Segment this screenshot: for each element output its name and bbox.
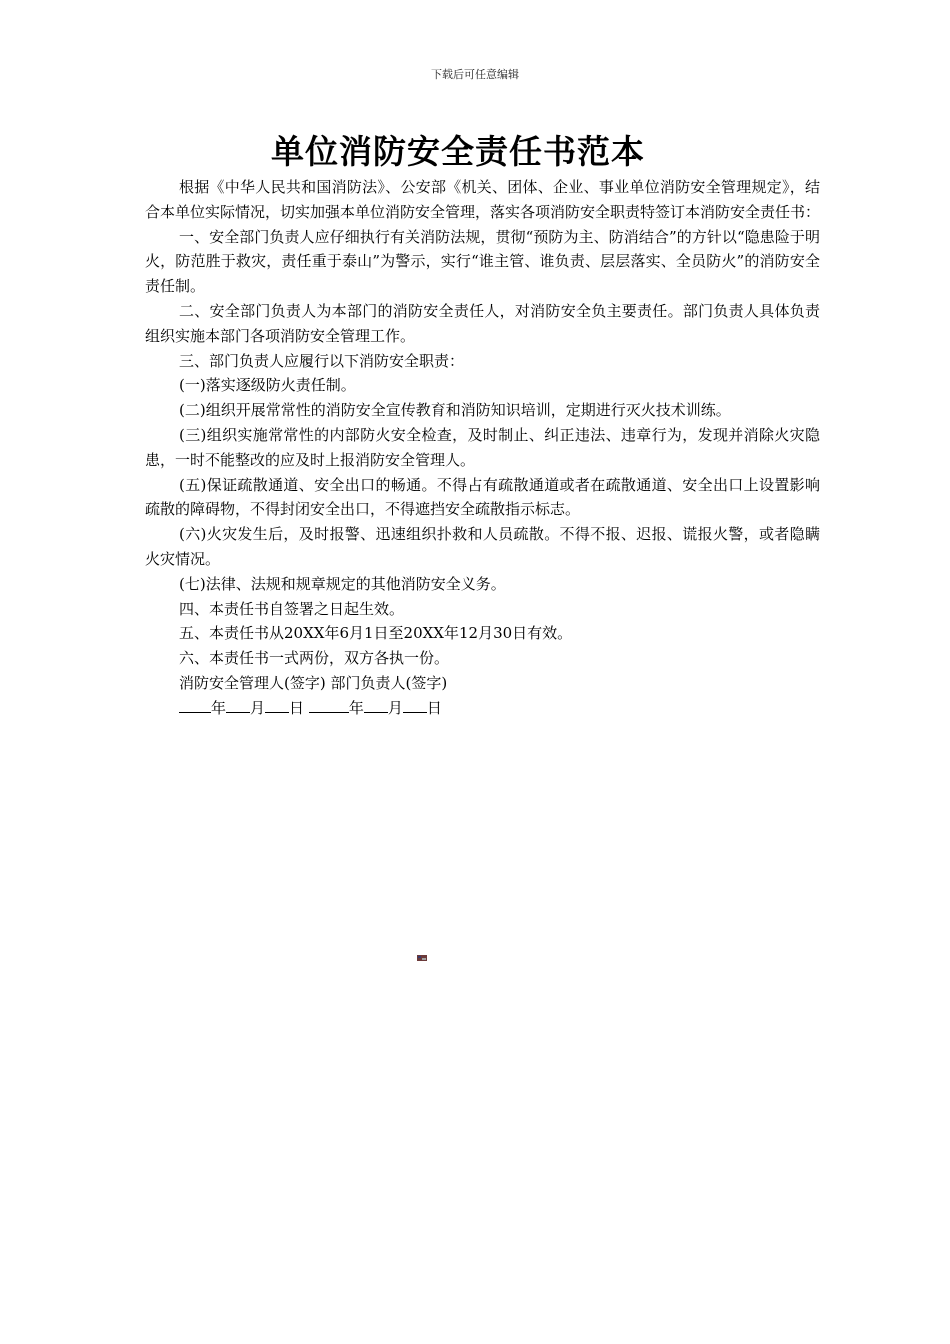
paragraph-duty-1: (一)落实逐级防火责任制。	[179, 376, 356, 395]
day-blank-1	[265, 711, 289, 713]
day-label-1: 日	[289, 698, 305, 717]
year-blank-2	[309, 711, 349, 713]
paragraph-duty-3: (三)组织实施常常性的内部防火安全检查，及时制止、纠正违法、违章行为，发现并消除火灾隐患，一时不能整改的应及时上报消防安全管理人。	[145, 425, 820, 469]
header-note: 下载后可任意编辑	[431, 68, 519, 81]
paragraph-clause-3: 三、部门负责人应履行以下消防安全职责：	[179, 351, 465, 370]
month-blank-2	[364, 711, 388, 713]
paragraph-clause-4: 四、本责任书自签署之日起生效。	[179, 599, 405, 618]
small-image-icon	[417, 955, 427, 961]
paragraph-clause-5: 五、本责任书从20XX年6月1日至20XX年12月30日有效。	[179, 624, 573, 643]
day-blank-2	[403, 711, 427, 713]
month-blank-1	[226, 711, 250, 713]
paragraph-duty-5: (五)保证疏散通道、安全出口的畅通。不得占有疏散通道或者在疏散通道、安全出口上设置影响疏散的障碍物，不得封闭安全出口，不得遮挡安全疏散指示标志。	[145, 475, 820, 519]
year-label-2: 年	[348, 698, 364, 717]
day-label-2: 日	[426, 698, 442, 717]
signature-date-line	[145, 696, 820, 721]
paragraph-intro: 根据《中华人民共和国消防法》、公安部《机关、团体、企业、事业单位消防安全管理规定》，结合本单位实际情况，切实加强本单位消防安全管理，落实各项消防安全职责特签订本消防安全责任书：	[145, 178, 821, 221]
month-label-2: 月	[387, 698, 403, 717]
signature-labels: 消防安全管理人(签字) 部门负责人(签字)	[179, 673, 448, 692]
document-body	[145, 175, 820, 721]
paragraph-duty-2: (二)组织开展常常性的消防安全宣传教育和消防知识培训，定期进行灭火技术训练。	[179, 401, 731, 420]
document-title: 单位消防安全责任书范本	[271, 132, 645, 171]
year-blank-1	[179, 711, 211, 713]
month-label-1: 月	[250, 698, 266, 717]
paragraph-clause-1: 一、安全部门负责人应仔细执行有关消防法规，贯彻“预防为主、防消结合”的方针以“隐患险于明火，防范胜于救灾，责任重于泰山”为警示，实行“谁主管、谁负责、层层落实、全员防火”的消防安全责任制。	[145, 227, 820, 296]
paragraph-clause-6: 六、本责任书一式两份，双方各执一份。	[179, 649, 450, 668]
paragraph-duty-7: (七)法律、法规和规章规定的其他消防安全义务。	[179, 574, 506, 593]
paragraph-clause-2: 二、安全部门负责人为本部门的消防安全责任人，对消防安全负主要责任。部门负责人具体负责组织实施本部门各项消防安全管理工作。	[145, 301, 820, 345]
paragraph-duty-6: (六)火灾发生后，及时报警、迅速组织扑救和人员疏散。不得不报、迟报、谎报火警，或者隐瞒火灾情况。	[145, 525, 820, 568]
year-label-1: 年	[211, 698, 227, 717]
